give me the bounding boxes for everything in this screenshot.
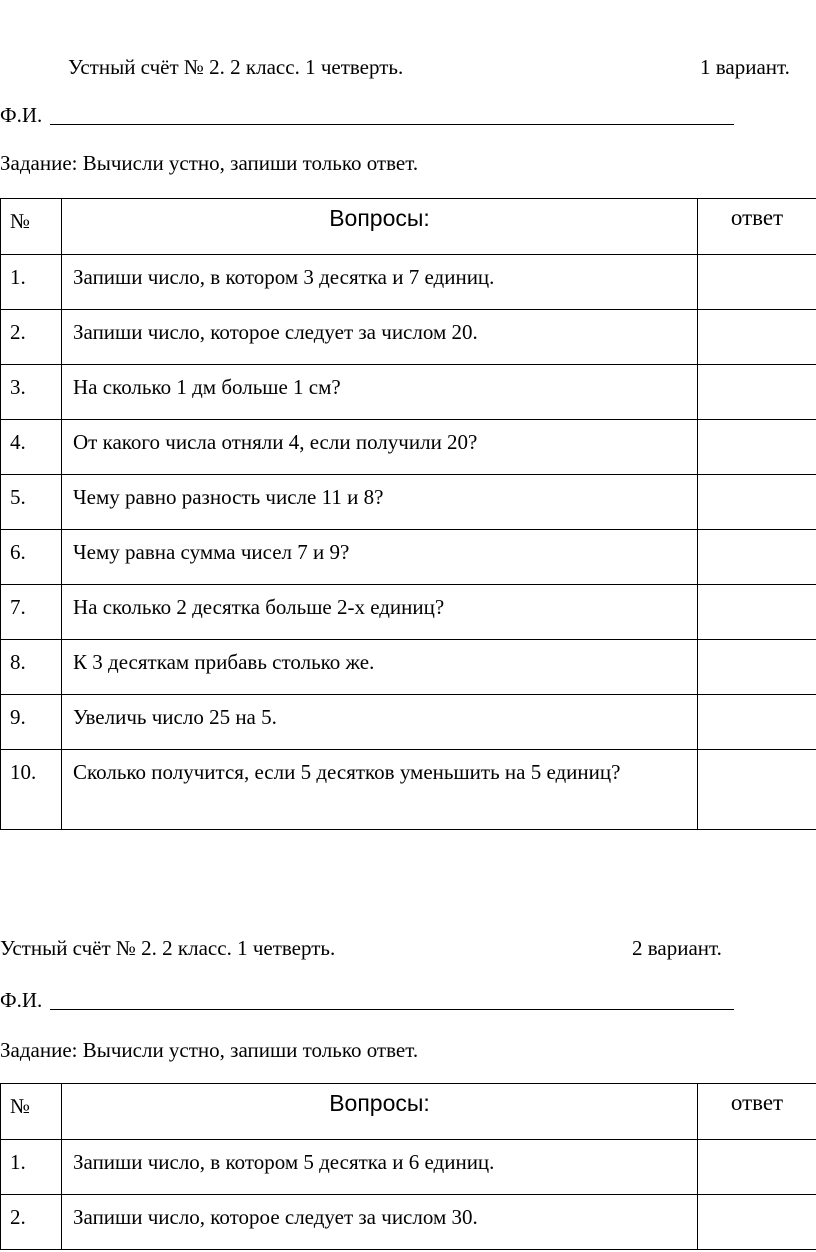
question-number: 5. xyxy=(1,475,62,530)
question-text: К 3 десяткам прибавь столько же. xyxy=(62,640,698,695)
question-text: Запиши число, которое следует за числом 20. xyxy=(62,310,698,365)
question-text: Запиши число, которое следует за числом 30. xyxy=(62,1195,698,1250)
question-number: 1. xyxy=(1,255,62,310)
question-text: Запиши число, в котором 5 десятка и 6 единиц. xyxy=(62,1140,698,1195)
header-num: № xyxy=(1,199,62,255)
fio-underline-2 xyxy=(50,1009,734,1010)
table-row xyxy=(1,1195,816,1250)
table-row xyxy=(1,530,816,585)
fio-label-2: Ф.И. xyxy=(0,988,43,1012)
table-row xyxy=(1,420,816,475)
header-answer: ответ xyxy=(698,1084,816,1140)
question-number: 2. xyxy=(1,1195,62,1250)
question-number: 3. xyxy=(1,365,62,420)
table-row xyxy=(1,695,816,750)
question-number: 7. xyxy=(1,585,62,640)
answer-cell[interactable] xyxy=(698,1195,816,1250)
table-row xyxy=(1,750,816,830)
answer-cell[interactable] xyxy=(698,365,816,420)
question-number: 2. xyxy=(1,310,62,365)
question-text: От какого числа отняли 4, если получили 20? xyxy=(62,420,698,475)
questions-table-1 xyxy=(0,198,816,830)
title-variant-2: Устный счёт № 2. 2 класс. 1 четверть. xyxy=(0,936,336,960)
table-row xyxy=(1,1140,816,1195)
question-text: Чему равно разность числе 11 и 8? xyxy=(62,475,698,530)
question-text: Сколько получится, если 5 десятков уменьшить на 5 единиц? xyxy=(62,750,698,830)
question-text: Увеличь число 25 на 5. xyxy=(62,695,698,750)
table-row xyxy=(1,640,816,695)
answer-cell[interactable] xyxy=(698,475,816,530)
answer-cell[interactable] xyxy=(698,640,816,695)
question-text: На сколько 1 дм больше 1 см? xyxy=(62,365,698,420)
answer-cell[interactable] xyxy=(698,255,816,310)
answer-cell[interactable] xyxy=(698,530,816,585)
answer-cell[interactable] xyxy=(698,310,816,365)
header-answer: ответ xyxy=(698,199,816,255)
answer-cell[interactable] xyxy=(698,1140,816,1195)
answer-cell[interactable] xyxy=(698,750,816,830)
question-text: Запиши число, в котором 3 десятка и 7 единиц. xyxy=(62,255,698,310)
answer-cell[interactable] xyxy=(698,420,816,475)
table-row xyxy=(1,365,816,420)
header-num: № xyxy=(1,1084,62,1140)
answer-cell[interactable] xyxy=(698,695,816,750)
table-row xyxy=(1,475,816,530)
variant-label-2: 2 вариант. xyxy=(632,936,722,960)
questions-table-2 xyxy=(0,1083,816,1250)
question-number: 8. xyxy=(1,640,62,695)
question-text: На сколько 2 десятка больше 2-х единиц? xyxy=(62,585,698,640)
table-row xyxy=(1,585,816,640)
task-text-1: Задание: Вычисли устно, запиши только ответ. xyxy=(0,151,419,175)
task-text-2: Задание: Вычисли устно, запиши только ответ. xyxy=(0,1038,419,1062)
fio-label-1: Ф.И. xyxy=(0,103,43,127)
table-row xyxy=(1,310,816,365)
question-number: 6. xyxy=(1,530,62,585)
question-number: 1. xyxy=(1,1140,62,1195)
header-questions: Вопросы: xyxy=(62,1084,698,1140)
question-number: 4. xyxy=(1,420,62,475)
question-text: Чему равна сумма чисел 7 и 9? xyxy=(62,530,698,585)
table-row xyxy=(1,255,816,310)
header-questions: Вопросы: xyxy=(62,199,698,255)
fio-underline-1 xyxy=(50,124,734,125)
variant-label-1: 1 вариант. xyxy=(700,55,790,79)
question-number: 9. xyxy=(1,695,62,750)
question-number: 10. xyxy=(1,750,62,830)
title-variant-1: Устный счёт № 2. 2 класс. 1 четверть. xyxy=(68,55,404,79)
answer-cell[interactable] xyxy=(698,585,816,640)
